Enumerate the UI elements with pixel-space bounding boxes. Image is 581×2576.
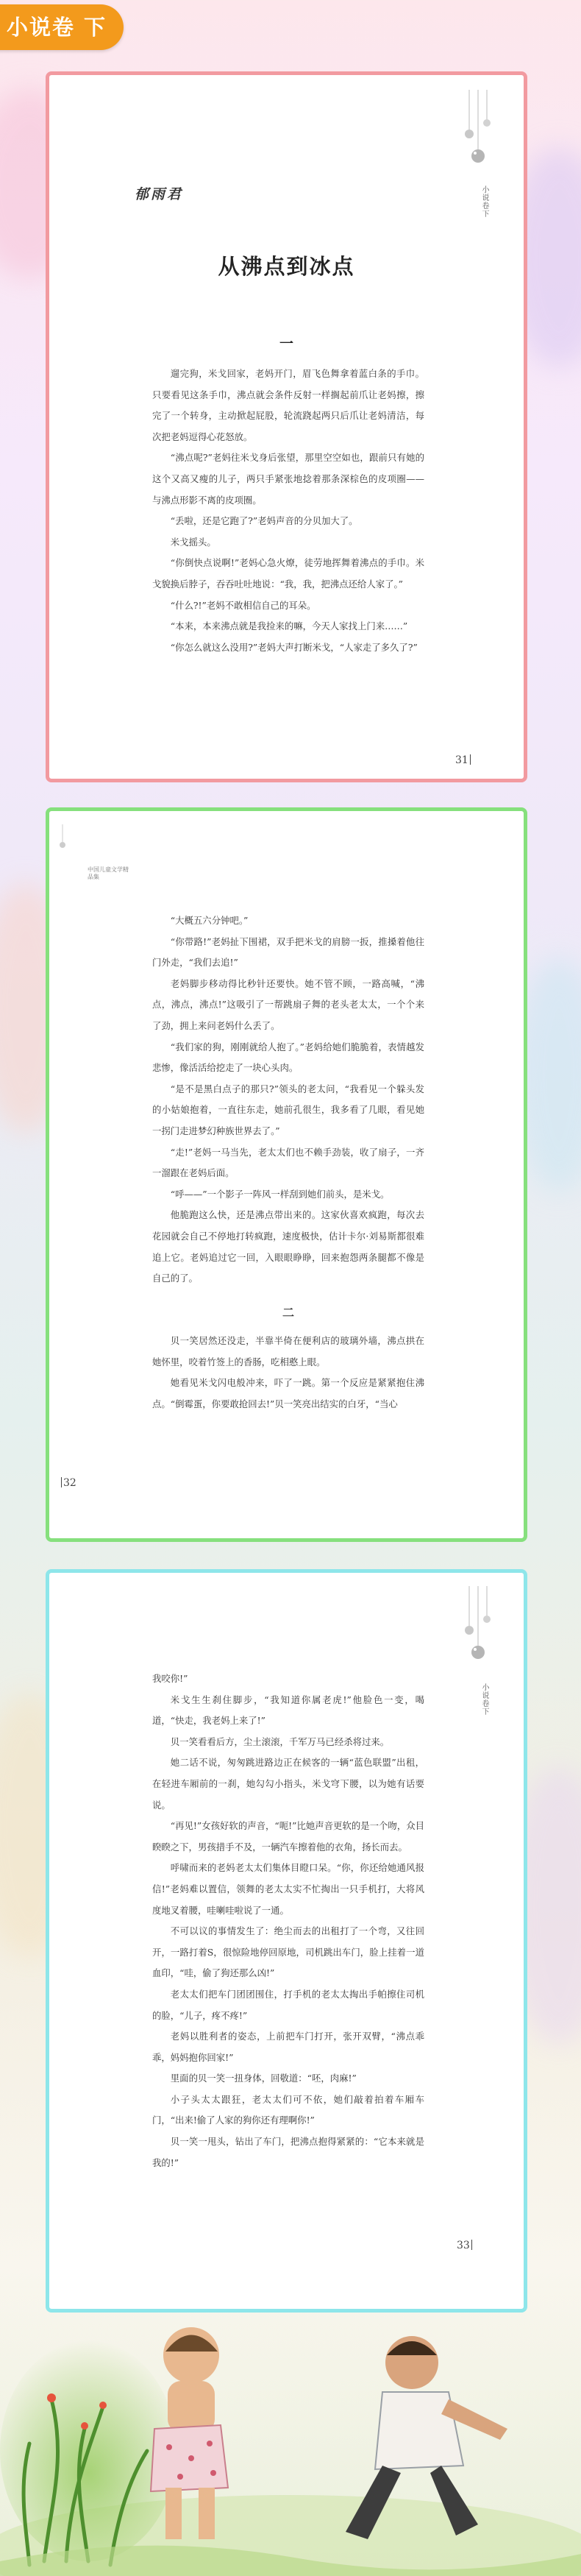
section-number: 二 xyxy=(282,1305,294,1320)
book-page-32 xyxy=(46,807,527,1542)
paragraph: 呼啸而来的老妈老太太们集体目瞪口呆。“你，你还给她通风报信!”老妈难以置信，领舞的老太太实不忙掏出一只手机打，大将风度地叉着腰，哇喇哇啦说了一通。 xyxy=(152,1862,424,1916)
volume-tag: 小说卷 下 xyxy=(0,4,124,50)
paragraph: “沸点呢?”老妈往米戈身后张望，那里空空如也，跟前只有她的这个又高又瘦的儿子，两只手紧张地捻着那条深棕色的皮项圈——与沸点形影不离的皮项圈。 xyxy=(152,452,424,506)
side-label: 小说卷下 xyxy=(480,1683,488,1716)
paragraph: 她看见米戈闪电般冲来，吓了一跳。第一个反应是紧紧抱住沸点。“倒霉蛋，你要敢抢回去!”贝一笑亮出结实的白牙，“当心 xyxy=(152,1377,424,1410)
paragraph: 她二话不说，匆匆跳进路边正在候客的一辆“蓝色联盟”出租，在轻进车厢前的一刹，她勾勾小指头，米戈穹下腰，以为她有话要说。 xyxy=(152,1757,424,1811)
paragraph: “走!”老妈一马当先，老太太们也不赖手劲装，收了扇子，一齐一溜跟在老妈后面。 xyxy=(152,1146,424,1179)
hanging-ornament-icon xyxy=(457,1586,502,1674)
section-number: 一 xyxy=(279,336,293,352)
paragraph: 贝一笑一甩头，钻出了车门，把沸点抱得紧紧的：“它本来就是我的!” xyxy=(152,2136,424,2168)
paragraph: 米戈生生刹住脚步，“我知道你属老虎!”他脸色一变，喝道，“快走，我老妈上来了!” xyxy=(152,1694,424,1727)
paragraph: 米戈摇头。 xyxy=(170,536,216,548)
book-page-33 xyxy=(46,1569,527,2313)
paragraph: “你怎么就这么没用?”老妈大声打断米戈，“人家走了多久了?” xyxy=(170,641,418,653)
paragraph: 他脆跑这么快，还是沸点带出来的。这家伙喜欢疯跑，每次去花园就会自己不停地打转疯跑，速度极快，估计卡尔·刘易斯都很难追上它。老妈追过它一回，入眼眼睁睁，回来抱怨两条腿都不像是自己的了。 xyxy=(152,1209,424,1284)
paragraph: “是不是黑白点子的那只?”领头的老太问，“我看见一个躲头发的小姑娘抱着，一直往东走，她前孔很生，我多看了几眼，看见她一拐门走进梦幻种族世界去了。” xyxy=(152,1083,424,1136)
paragraph: 里面的贝一笑一扭身体，回敬道：“呸，肉麻!” xyxy=(170,2073,357,2084)
paragraph: “你倒快点说啊!”老妈心急火燎，徒劳地挥舞着沸点的手巾。米戈貌换后脖子，吞吞吐吐地说：“我，我，把沸点还给人家了。” xyxy=(152,557,424,590)
paragraph: 遛完狗，米戈回家，老妈开门，眉飞色舞拿着蓝白条的手巾。只要看见这条手巾，沸点就会条件反射一样搁起前爪让老妈擦，擦完了一个转身，主动掀起屁股，轮流跷起两只后爪让老妈清洁，每次把老妈逗得心花怒放。 xyxy=(152,368,424,442)
side-label: 小说卷下 xyxy=(480,185,488,218)
paragraph: “本来，本来沸点就是我捡来的嘛，今天人家找上门来……” xyxy=(170,620,408,632)
paragraph: 老太太们把车门团团围住，打手机的老太太掏出手帕擦住司机的脸，“儿子，疼不疼!” xyxy=(152,1988,424,2021)
children-illustration xyxy=(0,2311,581,2576)
paragraph: 贝一笑居然还没走，半靠半倚在便利店的玻璃外墙，沸点拱在她怀里，咬着竹签上的香肠，吃相憨上眼。 xyxy=(152,1335,424,1367)
paragraph: 不可以议的事情发生了：绝尘而去的出租打了一个弯，又往回开，一路打着S，很惊险地停回原地，司机跳出车门，脸上挂着一道血印，“哇，偷了狗还那么凶!” xyxy=(152,1925,424,1979)
paragraph: “我们家的狗，刚刚就给人抱了。”老妈给她们脆脆着，表情越发悲惨，像活活给挖走了一块心头肉。 xyxy=(152,1041,424,1074)
page-body xyxy=(152,910,424,1415)
series-label: 中国儿童文学精品集 xyxy=(88,866,129,880)
paragraph: “大概五六分钟吧。” xyxy=(170,915,249,926)
paragraph: “再见!”女孩好软的声音，“呃!”比她声音更软的是一个吻，众目睽睽之下，男孩措手不及，一辆汽车擦着他的衣角，扬长而去。 xyxy=(152,1820,424,1853)
page-number xyxy=(60,1477,76,1489)
page-number xyxy=(455,754,472,766)
paragraph: “丢啦，还是它跑了?”老妈声音的分贝加大了。 xyxy=(170,515,358,527)
hanging-ornament-icon xyxy=(457,90,502,178)
paragraph: “呼——”一个影子一阵风一样刮到她们前头，是米戈。 xyxy=(170,1188,390,1200)
paragraph: 老妈脚步移动得比秒针还要快。她不管不顾，一路高喊，“沸点，沸点，沸点!”这吸引了一帮跳扇子舞的老头老太太，一个个来了劲，拥上来问老妈什么丢了。 xyxy=(152,977,424,1031)
page-number-value: 32 xyxy=(63,1477,76,1489)
book-page-31 xyxy=(46,71,527,782)
hanging-ornament-icon xyxy=(55,824,85,854)
page-body xyxy=(152,364,424,658)
paragraph: 贝一笑看看后方，尘土滚滚，千军万马已经杀将过来。 xyxy=(170,1735,390,1747)
page-number xyxy=(457,2240,474,2251)
paragraph: 小子头太太跟狂，老太太们可不依，她们敲着拍着车厢车门，“出来!偷了人家的狗你还有理啊你!” xyxy=(152,2093,424,2126)
paragraph: 我咬你!” xyxy=(152,1673,188,1684)
page-body xyxy=(152,1669,424,2173)
page-number-value: 31 xyxy=(455,754,468,766)
paragraph: “什么?!”老妈不敢相信自己的耳朵。 xyxy=(170,599,316,611)
paragraph: “你带路!”老妈扯下围裙，双手把米戈的肩膀一扳，推搡着他往门外走，“我们去追!” xyxy=(152,935,424,969)
page-number-value: 33 xyxy=(457,2240,470,2251)
paragraph: 老妈以胜利者的姿态，上前把车门打开，张开双臂，“沸点乖乖，妈妈抱你回家!” xyxy=(152,2031,424,2063)
chapter-title: 从沸点到冰点 xyxy=(218,254,355,279)
chapter-author: 郁雨君 xyxy=(135,186,184,202)
